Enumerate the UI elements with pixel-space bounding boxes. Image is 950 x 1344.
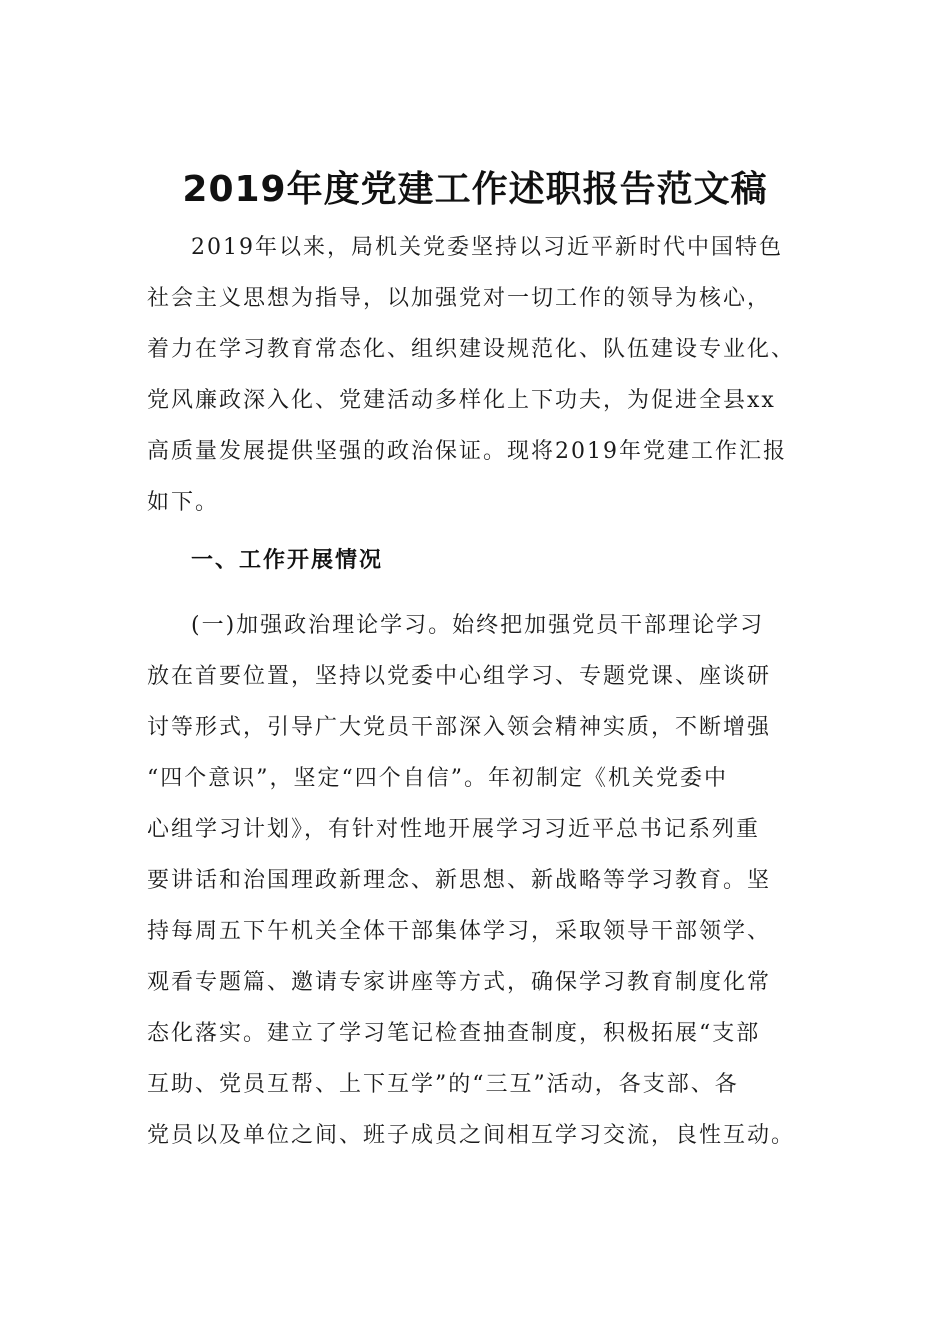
text-line: 2019年以来，局机关党委坚持以习近平新时代中国特色: [191, 235, 783, 260]
text-line: 党风廉政深入化、党建活动多样化上下功夫，为促进全县xx: [147, 388, 776, 413]
text-line: (一)加强政治理论学习。始终把加强党员干部理论学习: [191, 613, 765, 638]
text-line: 如下。: [147, 490, 220, 515]
text-line: 态化落实。建立了学习笔记检查抽查制度，积极拓展“支部: [147, 1021, 761, 1046]
text-line: 放在首要位置，坚持以党委中心组学习、专题党课、座谈研: [147, 664, 772, 689]
text-line: 讨等形式，引导广大党员干部深入领会精神实质，不断增强: [147, 715, 772, 740]
text-line: 心组学习计划》，有针对性地开展学习习近平总书记系列重: [147, 817, 761, 842]
section1-paragraph: [147, 600, 807, 1161]
text-line: 要讲话和治国理政新理念、新思想、新战略等学习教育。坚: [147, 868, 772, 893]
intro-paragraph: [147, 222, 807, 528]
text-line: 党员以及单位之间、班子成员之间相互学习交流，良性互动。: [147, 1123, 796, 1148]
text-line: 高质量发展提供坚强的政治保证。现将2019年党建工作汇报: [147, 439, 787, 464]
section-heading: 一、工作开展情况: [191, 548, 384, 573]
text-line: 观看专题篇、邀请专家讲座等方式，确保学习教育制度化常: [147, 970, 772, 995]
text-line: “四个意识”，坚定“四个自信”。年初制定《机关党委中: [147, 766, 728, 791]
text-line: 社会主义思想为指导，以加强党对一切工作的领导为核心，: [147, 286, 772, 311]
text-line: 着力在学习教育常态化、组织建设规范化、队伍建设专业化、: [147, 337, 796, 362]
document-title: 2019年度党建工作述职报告范文稿: [182, 169, 768, 210]
text-line: 持每周五下午机关全体干部集体学习，采取领导干部领学、: [147, 919, 772, 944]
text-line: 互助、党员互帮、上下互学”的“三互”活动，各支部、各: [147, 1072, 739, 1097]
